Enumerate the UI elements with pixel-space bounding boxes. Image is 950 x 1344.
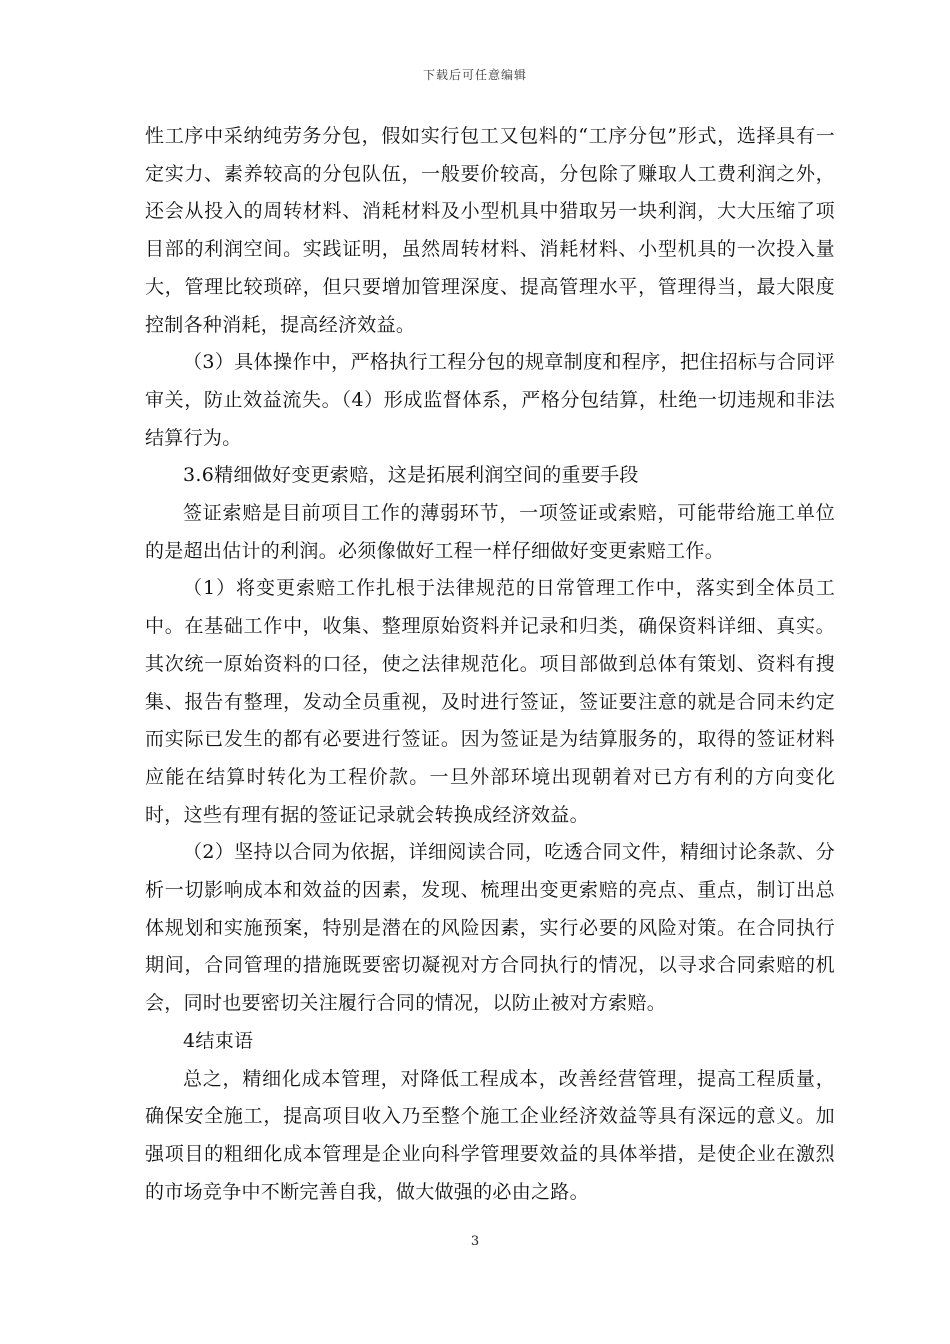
document-body xyxy=(145,118,835,1211)
paragraph-subcontract-continued: 性工序中采纳纯劳务分包，假如实行包工又包料的“工序分包”形式，选择具有一定实力、素养较高的分包队伍，一般要价较高，分包除了赚取人工费利润之外，还会从投入的周转材料、消耗材料及小型机具中猎取另一块利润，大大压缩了项目部的利润空间。实践证明，虽然周转材料、消耗材料、小型机具的一次投入量大，管理比较琐碎，但只要增加管理深度、提高管理水平，管理得当，最大限度控制各种消耗，提高经济效益。 xyxy=(145,125,835,336)
paragraph-conclusion: 总之，精细化成本管理，对降低工程成本，改善经营管理，提高工程质量，确保安全施工，提高项目收入乃至整个施工企业经济效益等具有深远的意义。加强项目的粗细化成本管理是企业向科学管理要效益的具体举措，是使企业在激烈的市场竞争中不断完善自我，做大做强的必由之路。 xyxy=(145,1067,835,1203)
page-header: 下载后可任意编辑 xyxy=(422,68,527,82)
paragraph-item-3-4: （3）具体操作中，严格执行工程分包的规章制度和程序，把住招标与合同评审关，防止效益流失。（4）形成监督体系，严格分包结算，杜绝一切违规和非法结算行为。 xyxy=(145,351,835,449)
section-heading-3-6: 3.6精细做好变更索赔，这是拓展利润空间的重要手段 xyxy=(183,464,639,487)
section-heading-conclusion: 4结束语 xyxy=(183,1029,254,1052)
paragraph-claims-intro: 签证索赔是目前项目工作的薄弱环节，一项签证或索赔，可能带给施工单位的是超出估计的利润。必须像做好工程一样仔细做好变更索赔工作。 xyxy=(145,502,835,562)
page-number: 3 xyxy=(470,1234,480,1249)
paragraph-item-1: （1）将变更索赔工作扎根于法律规范的日常管理工作中，落实到全体员工中。在基础工作中，收集、整理原始资料并记录和归类，确保资料详细、真实。其次统一原始资料的口径，使之法律规范化。项目部做到总体有策划、资料有搜集、报告有整理，发动全员重视，及时进行签证，签证要注意的就是合同未约定而实际已发生的都有必要进行签证。因为签证是为结算服务的，取得的签证材料应能在结算时转化为工程价款。一旦外部环境出现朝着对已方有利的方向变化时，这些有理有据的签证记录就会转换成经济效益。 xyxy=(145,577,835,826)
paragraph-item-2: （2）坚持以合同为依据，详细阅读合同，吃透合同文件，精细讨论条款、分析一切影响成本和效益的因素，发现、梳理出变更索赔的亮点、重点，制订出总体规划和实施预案，特别是潜在的风险因素，实行必要的风险对策。在合同执行期间，合同管理的措施既要密切凝视对方合同执行的情况，以寻求合同索赔的机会，同时也要密切关注履行合同的情况，以防止被对方索赔。 xyxy=(145,841,835,1015)
